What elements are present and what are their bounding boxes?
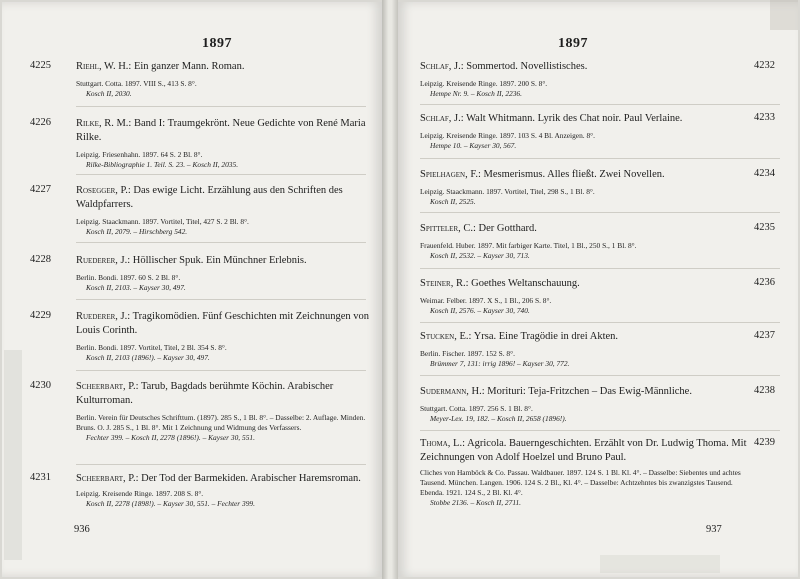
entry-number: 4239 bbox=[754, 437, 775, 448]
entry-publication: Berlin. Bondi. 1897. 60 S. 2 Bl. 8°. bbox=[76, 273, 181, 282]
entry-publication: Stuttgart. Cotta. 1897. VIII S., 413 S. 8°. bbox=[76, 79, 197, 88]
entry-title-text: Der Gotthard. bbox=[478, 223, 537, 234]
entry-number: 4236 bbox=[754, 277, 775, 288]
entry-title-text: Walt Whitmann. Lyrik des Chat noir. Paul Verlaine. bbox=[466, 113, 683, 124]
entry-number: 4233 bbox=[754, 112, 775, 123]
entry-references: Kosch II, 2576. – Kayser 30, 740. bbox=[430, 306, 530, 315]
entry-publication: Leipzig. Kreisende Ringe. 1897. 200 S. 8°. bbox=[420, 79, 548, 88]
entry-publication: Leipzig. Kreisende Ringe. 1897. 103 S. 4 Bl. Anzeigen. 8°. bbox=[420, 131, 595, 140]
entry-publication: Leipzig. Staackmann. 1897. Vortitel, Titel, 298 S., 1 Bl. 8°. bbox=[420, 187, 595, 196]
entry-title bbox=[420, 222, 750, 236]
divider bbox=[420, 268, 780, 269]
entry-author: Spielhagen, F.: bbox=[420, 169, 481, 180]
page-number-right: 937 bbox=[706, 524, 722, 535]
entry-number: 4235 bbox=[754, 222, 775, 233]
scan-noise bbox=[600, 555, 720, 573]
entry-publication: Leipzig. Kreisende Ringe. 1897. 208 S. 8°. bbox=[76, 489, 204, 498]
entry-number: 4226 bbox=[30, 117, 51, 128]
entry-title-text: Ein ganzer Mann. Roman. bbox=[133, 61, 245, 72]
entry-title-text: Der Tod der Barmekiden. Arabischer Haremsroman. bbox=[141, 473, 361, 484]
entry-number: 4227 bbox=[30, 184, 51, 195]
entry-number: 4229 bbox=[30, 310, 51, 321]
entry-author: Scheerbart, P.: bbox=[76, 473, 139, 484]
entry-publication: Weimar. Felber. 1897. X S., 1 Bl., 206 S. 8°. bbox=[420, 296, 552, 305]
entry-references: Brümmer 7, 131: irrig 1896! – Kayser 30, 772. bbox=[430, 359, 570, 368]
divider bbox=[420, 375, 780, 376]
entry-publication: Berlin. Fischer. 1897. 152 S. 8°. bbox=[420, 349, 515, 358]
entry-4238 bbox=[420, 385, 796, 424]
entry-publication: Leipzig. Friesenhahn. 1897. 64 S. 2 Bl. 8°. bbox=[76, 150, 203, 159]
divider bbox=[420, 322, 780, 323]
entry-references: Kosch II, 2532. – Kayser 30, 713. bbox=[430, 251, 530, 260]
running-head-left: 1897 bbox=[202, 36, 232, 51]
entry-number: 4232 bbox=[754, 60, 775, 71]
entry-title bbox=[76, 254, 370, 268]
divider bbox=[76, 242, 366, 243]
entry-author: Scheerbart, P.: bbox=[76, 381, 139, 392]
entry-author: Ruederer, J.: bbox=[76, 255, 131, 266]
entry-4225 bbox=[30, 60, 370, 99]
entry-number: 4238 bbox=[754, 385, 775, 396]
entry-number: 4234 bbox=[754, 168, 775, 179]
entry-publication: Leipzig. Staackmann. 1897. Vortitel, Titel, 427 S. 2 Bl. 8°. bbox=[76, 217, 249, 226]
entry-title bbox=[76, 472, 370, 486]
entry-title bbox=[76, 117, 370, 145]
entry-author: Schlaf, J.: bbox=[420, 113, 464, 124]
entry-publication: Berlin. Verein für Deutsches Schrifttum. (1897). 285 S., 1 Bl. 8°. – Dasselbe: 2. Auflage. Minden. Bruns. O. J. 285 S., 1 Bl. 8°. Mit 1 Zeichnung und Widmung des Verfassers. bbox=[76, 413, 366, 432]
entry-author: Thoma, L.: bbox=[420, 438, 466, 449]
entry-4237 bbox=[420, 330, 796, 369]
entry-title bbox=[76, 310, 370, 338]
entry-author: Spitteler, C.: bbox=[420, 223, 476, 234]
entry-title bbox=[420, 60, 750, 74]
entry-references: Rilke-Bibliographie 1. Teil. S. 23. – Kosch II, 2035. bbox=[86, 160, 239, 169]
entry-4234 bbox=[420, 168, 796, 207]
divider bbox=[76, 370, 366, 371]
entry-author: Rilke, R. M.: bbox=[76, 118, 132, 129]
entry-references: Fechter 399. – Kosch II, 2278 (1896!). – Kayser 30, 551. bbox=[86, 433, 255, 442]
entry-number: 4230 bbox=[30, 380, 51, 391]
entry-author: Rosegger, P.: bbox=[76, 185, 131, 196]
entry-4236 bbox=[420, 277, 796, 316]
entry-title-text: Goethes Weltanschauung. bbox=[471, 278, 580, 289]
page-number-left: 936 bbox=[74, 524, 90, 535]
entry-references: Meyer-Lex. 19, 182. – Kosch II, 2658 (1896!). bbox=[430, 414, 567, 423]
entry-references: Kosch II, 2079. – Hirschberg 542. bbox=[86, 227, 188, 236]
entry-4232 bbox=[420, 60, 796, 99]
entry-author: Steiner, R.: bbox=[420, 278, 469, 289]
entry-references: Hempe 10. – Kayser 30, 567. bbox=[430, 141, 517, 150]
entry-author: Stucken, E.: bbox=[420, 331, 472, 342]
entry-title bbox=[420, 437, 750, 465]
divider bbox=[420, 104, 780, 105]
entry-number: 4231 bbox=[30, 472, 51, 483]
right-page bbox=[398, 2, 798, 577]
entry-references: Kosch II, 2030. bbox=[86, 89, 132, 98]
entry-title-text: Yrsa. Eine Tragödie in drei Akten. bbox=[473, 331, 619, 342]
divider bbox=[420, 158, 780, 159]
entry-number: 4228 bbox=[30, 254, 51, 265]
entry-4230 bbox=[30, 380, 370, 443]
entry-4233 bbox=[420, 112, 796, 151]
entry-4231 bbox=[30, 472, 370, 509]
entry-title bbox=[76, 60, 370, 74]
entry-4227 bbox=[30, 184, 370, 237]
entry-references: Kosch II, 2103 (1896!). – Kayser 30, 497. bbox=[86, 353, 210, 362]
book-gutter bbox=[382, 0, 398, 579]
entry-title-text: Tarub, Bagdads berühmte Köchin. Arabischer Kulturroman. bbox=[76, 381, 334, 406]
entry-title bbox=[76, 184, 370, 212]
scan-noise bbox=[4, 350, 22, 560]
entry-author: Ruederer, J.: bbox=[76, 311, 131, 322]
entry-publication: Cliches von Hamböck & Co. Passau. Waldbauer. 1897. 124 S. 1 Bl. Kl. 4°. – Dasselbe: Siebentes und achtes Tausend. München. Langen. 1906. 124 S. 2 Bl., Kl. 4°. – Dasselbe: Achtzehntes bis zwanzigstes Tausend. Ebenda. 1921. 124 S., 2 Bl. Kl. 4°. bbox=[420, 468, 741, 497]
entry-references: Kosch II, 2525. bbox=[430, 197, 476, 206]
entry-number: 4225 bbox=[30, 60, 51, 71]
entry-4228 bbox=[30, 254, 370, 293]
entry-number: 4237 bbox=[754, 330, 775, 341]
running-head-right: 1897 bbox=[558, 36, 588, 51]
entry-title-text: Mesmerismus. Alles fließt. Zwei Novellen. bbox=[483, 169, 665, 180]
entry-4235 bbox=[420, 222, 796, 261]
entry-references: Kosch II, 2103. – Kayser 30, 497. bbox=[86, 283, 186, 292]
divider bbox=[76, 106, 366, 107]
entry-references: Kosch II, 2278 (1898!). – Kayser 30, 551. – Fechter 399. bbox=[86, 499, 255, 508]
entry-author: Riehl, W. H.: bbox=[76, 61, 132, 72]
entry-author: Sudermann, H.: bbox=[420, 386, 485, 397]
entry-title bbox=[420, 168, 750, 182]
divider bbox=[76, 464, 366, 465]
entry-title-text: Morituri: Teja-Fritzchen – Das Ewig-Männliche. bbox=[487, 386, 692, 397]
entry-publication: Frauenfeld. Huber. 1897. Mit farbiger Karte. Titel, 1 Bl., 250 S., 1 Bl. 8°. bbox=[420, 241, 637, 250]
entry-author: Schlaf, J.: bbox=[420, 61, 464, 72]
entry-title-text: Band I: Traumgekrönt. Neue Gedichte von René Maria Rilke. bbox=[76, 118, 366, 143]
entry-title-text: Sommertod. Novellistisches. bbox=[466, 61, 588, 72]
entry-title-text: Tragikomödien. Fünf Geschichten mit Zeichnungen von Louis Corinth. bbox=[76, 311, 370, 336]
entry-references: Stobbe 2136. – Kosch II, 2711. bbox=[430, 498, 522, 507]
entry-publication: Stuttgart. Cotta. 1897. 256 S. 1 Bl. 8°. bbox=[420, 404, 533, 413]
entry-4229 bbox=[30, 310, 370, 363]
left-page bbox=[2, 2, 382, 577]
scan-noise bbox=[770, 0, 798, 30]
entry-title bbox=[420, 385, 750, 399]
entry-references: Hempe Nr. 9. – Kosch II, 2236. bbox=[430, 89, 522, 98]
entry-title-text: Höllischer Spuk. Ein Münchner Erlebnis. bbox=[132, 255, 307, 266]
entry-title bbox=[420, 112, 750, 126]
entry-4226 bbox=[30, 117, 370, 170]
entry-title-text: Agricola. Bauerngeschichten. Erzählt von Dr. Ludwig Thoma. Mit Zeichnungen von Adolf Hoelzel und Bruno Paul. bbox=[420, 438, 747, 463]
entry-title bbox=[420, 277, 750, 291]
divider bbox=[76, 299, 366, 300]
divider bbox=[420, 430, 780, 431]
entry-publication: Berlin. Bondi. 1897. Vortitel, Titel, 2 Bl. 354 S. 8°. bbox=[76, 343, 227, 352]
divider bbox=[76, 174, 366, 175]
entry-title-text: Das ewige Licht. Erzählung aus den Schriften des Waldpfarrers. bbox=[76, 185, 343, 210]
entry-title bbox=[76, 380, 370, 408]
divider bbox=[420, 212, 780, 213]
entry-4239 bbox=[420, 437, 796, 508]
entry-title bbox=[420, 330, 750, 344]
